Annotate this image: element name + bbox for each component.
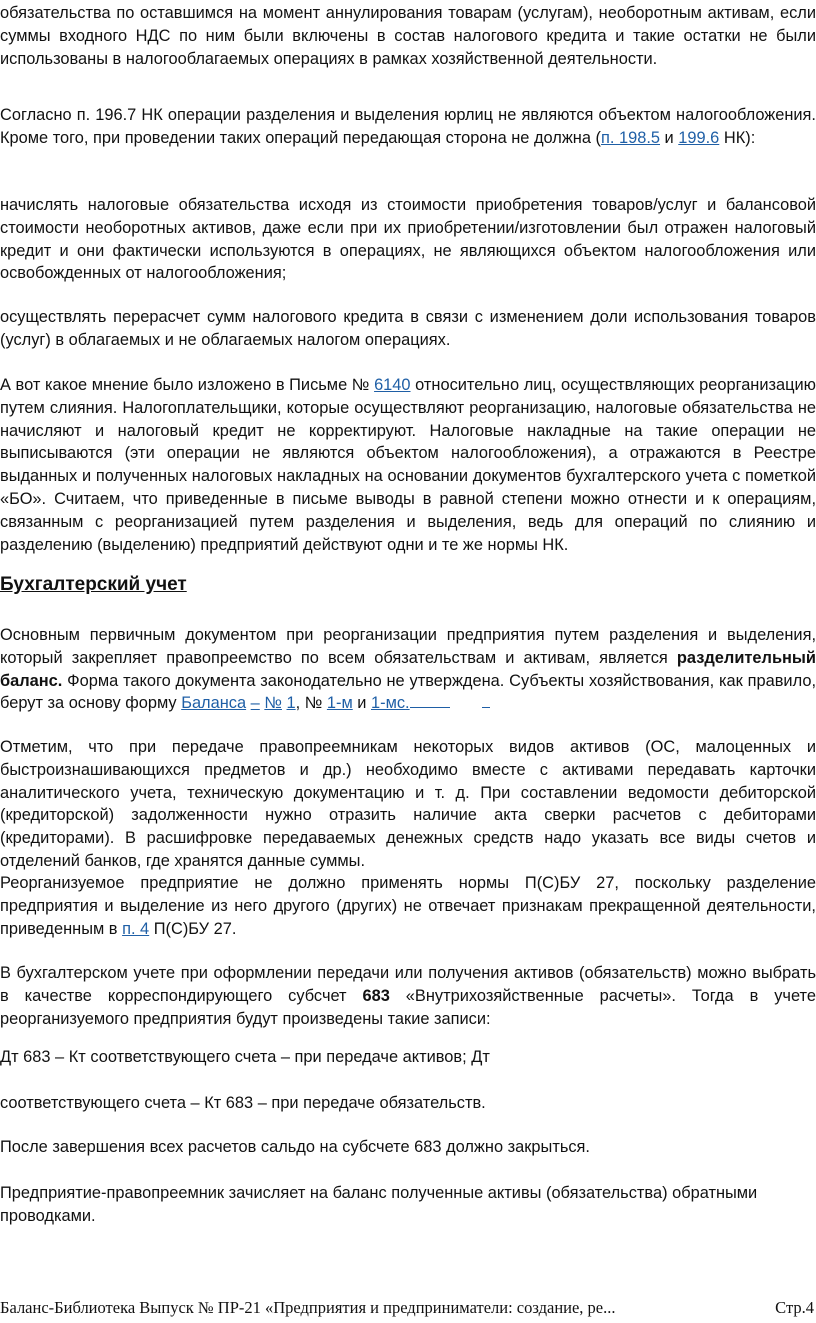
bold-account: 683 <box>362 986 390 1005</box>
paragraph-successor: Предприятие-правопреемник зачисляет на баланс полученные активы (обязательства) обратными проводками. <box>0 1184 758 1225</box>
paragraph-vat-obligations: обязательства по оставшимся на момент аннулирования товарам (услугам), необоротным активам, если суммы входного НДС по ним были включены в состав налогового кредита и такие остатки не были использованы в налогооблагаемых операциях в рамках хозяйственной деятельности. <box>0 4 816 68</box>
link-letter-6140[interactable]: 6140 <box>374 376 411 394</box>
text-run: относительно лиц, осуществляющих реорганизацию путем слияния. Налогоплательщики, которые осуществляют реорганизацию, налоговые обязательства не начисляют и налоговый кредит не корректируют. Налоговые накладные на такие операции не выписываются (эти операции не являются объектом налогообложения), а отражаются в Реестре выданных и полученных налоговых накладных на основании документов бухгалтерского учета с пометкой «БО». Считаем, что приведенные в письме выводы в равной степени можно отнести и к операциям, связанным с реорганизацией путем разделения и выделения, ведь для операций по слиянию и разделению (выделению) предприятий действуют одни и те же нормы НК. <box>0 376 816 554</box>
paragraph-subaccount-683 <box>0 962 816 1030</box>
text-run: , № <box>295 694 327 713</box>
page-footer <box>0 1297 816 1321</box>
link-form-1m[interactable]: 1-м <box>326 694 353 713</box>
paragraph-balance-close: После завершения всех расчетов сальдо на субсчете 683 должно закрыться. <box>0 1138 590 1156</box>
text-run: Согласно п. 196.7 НК операции разделения и выделения юрлиц не являются объектом налогообложения. Кроме того, при проведении таких операций передающая сторона не должна ( <box>0 106 816 147</box>
text-run: НК): <box>719 128 756 147</box>
text-run: «Внутрихозяйственные расчеты». Тогда в учете реорганизуемого предприятия будут произведены такие записи: <box>0 986 816 1028</box>
link-clause-4[interactable]: п. 4 <box>122 919 150 938</box>
link-underline-trail <box>410 695 450 708</box>
text-run: Форма такого документа законодательно не утверждена. Субъекты хозяйствования, как правило, берут за основу форму <box>0 671 816 713</box>
link-dash[interactable]: – <box>250 694 260 713</box>
text-run: В бухгалтерском учете при оформлении передачи или получения активов (обязательств) можно выбрать в качестве корреспондирующего субсчет <box>0 964 816 1005</box>
paragraph-entry-assets: Дт 683 – Кт соответствующего счета – при передаче активов; Дт <box>0 1048 490 1066</box>
link-form-1[interactable]: 1 <box>286 694 296 713</box>
paragraph-separation-balance <box>0 624 816 715</box>
link-balance[interactable]: Баланса <box>181 694 247 713</box>
link-number[interactable]: № <box>264 694 282 713</box>
paragraph-letter-6140 <box>0 374 816 556</box>
paragraph-accrue-obligations: начислять налоговые обязательства исходя из стоимости приобретения товаров/услуг и балансовой стоимости необоротных активов, даже если при их приобретении/изготовлении был отражен налоговый кредит и они фактически используются в операциях, не являющихся объектом налогообложения или освобожденных от налогообложения; <box>0 196 816 283</box>
footer-title: Баланс-Библиотека Выпуск № ПР-21 «Предприятия и предприниматели: создание, ре... <box>0 1298 616 1317</box>
text-run: и <box>660 128 679 147</box>
link-underline-trail <box>482 695 490 708</box>
text-run: Основным первичным документом при реорганизации предприятия путем разделения и выделения, который закрепляет правопреемство по всем обязательствам и активам, является <box>0 626 816 667</box>
paragraph-recalculation: осуществлять перерасчет сумм налогового кредита в связи с изменением доли использования товаров (услуг) в облагаемых и не облагаемых налогом операциях. <box>0 308 816 349</box>
section-heading-accounting: Бухгалтерский учет <box>0 574 187 595</box>
bold-term: разделительный баланс. <box>0 648 816 690</box>
link-article-198-5[interactable]: п. 198.5 <box>601 128 660 147</box>
text-run: П(С)БУ 27. <box>149 919 237 938</box>
link-article-199-6[interactable]: 199.6 <box>678 128 720 147</box>
text-run: и <box>352 694 371 713</box>
page-number: Стр.4 <box>775 1298 814 1317</box>
paragraph-entry-liabilities: соответствующего счета – Кт 683 – при передаче обязательств. <box>0 1094 486 1112</box>
paragraph-transfer-assets: Отметим, что при передаче правопреемникам некоторых видов активов (ОС, малоценных и быстроизнашивающихся предметов и др.) необходимо вместе с активами передавать карточки аналитического учета, техническую документацию и т. д. При составлении ведомости дебиторской (кредиторской) задолженности нужно отразить наличие акта сверки расчетов с дебиторами (кредиторами). В расшифровке передаваемых денежных средств надо указать все виды счетов и отделений банков, где хранятся данные суммы. <box>0 738 816 870</box>
link-form-1ms[interactable]: 1-мс <box>371 694 406 713</box>
text-run: Реорганизуемое предприятие не должно применять нормы П(С)БУ 27, поскольку разделение предприятия и выделение из него другого (других) не отвечает признакам прекращенной деятельности, приведенным в <box>0 874 816 938</box>
paragraph-tax-code-196 <box>0 104 816 150</box>
text-run: А вот какое мнение было изложено в Письме № <box>0 376 375 394</box>
paragraph-psbu-27 <box>0 872 816 940</box>
text-run: . <box>405 694 410 713</box>
